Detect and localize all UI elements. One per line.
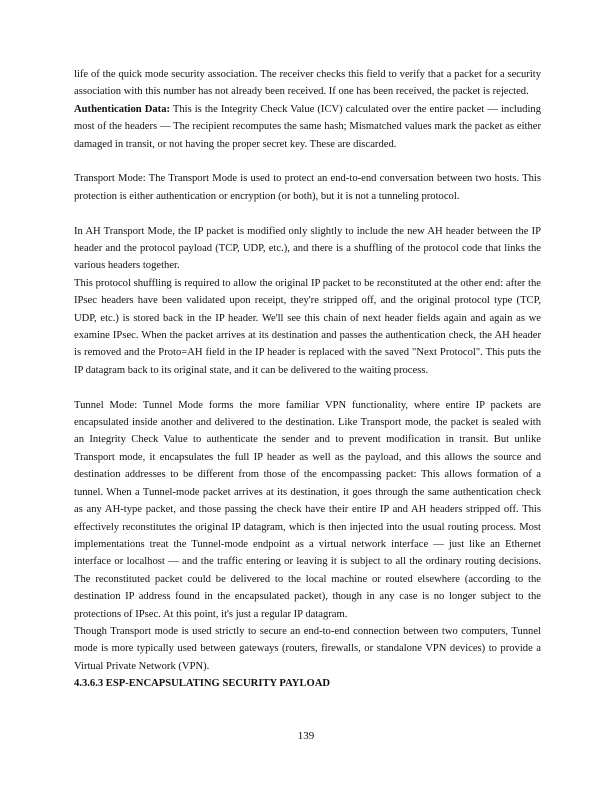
- paragraph-protocol-shuffling: This protocol shuffling is required to allow the original IP packet to be reconstituted at the other end: after the IPsec headers have been validated upon receipt, they're stripped off, and the original protocol type (TCP, UDP, etc.) is stored back in the IP header. We'll see this chain of next header fields again and again as we examine IPsec. When the packet arrives at its destination and passes the authentication check, the AH header is removed and the Proto=AH field in the IP header is replaced with the saved "Next Protocol". This puts the IP datagram back to its original state, and it can be delivered to the waiting process.: [74, 277, 541, 376]
- page-body: [74, 66, 541, 693]
- authentication-data-text: This is the Integrity Check Value (ICV) calculated over the entire packet — including most of the headers — The recipient recomputes the same hash; Mismatched values mark the packet as either damaged in transit, or not having the proper secret key. These are discarded.: [74, 103, 541, 150]
- paragraph-authentication-data: [74, 101, 541, 153]
- paragraph-sequence-number-end: life of the quick mode security association. The receiver checks this field to verify that a packet for a security association with this number has not already been received. If one has been received, the packet is rejected.: [74, 69, 541, 98]
- page-number: 139: [297, 730, 315, 742]
- section-heading-esp: 4.3.6.3 ESP-ENCAPSULATING SECURITY PAYLOAD: [74, 678, 331, 690]
- paragraph-transport-mode: Transport Mode: The Transport Mode is used to protect an end-to-end conversation between two hosts. This protection is either authentication or encryption (or both), but it is not a tunneling protocol.: [74, 173, 541, 202]
- paragraph-ah-transport-mode: In AH Transport Mode, the IP packet is modified only slightly to include the new AH header between the IP header and the protocol payload (TCP, UDP, etc.), and there is a shuffling of the protocol code that links the various headers together.: [74, 225, 541, 272]
- paragraph-transport-vs-tunnel: Though Transport mode is used strictly to secure an end-to-end connection between two computers, Tunnel mode is more typically used between gateways (routers, firewalls, or standalone VPN devices) to provide a Virtual Private Network (VPN).: [74, 625, 541, 672]
- authentication-data-term: Authentication Data:: [74, 103, 171, 115]
- paragraph-tunnel-mode: Tunnel Mode: Tunnel Mode forms the more familiar VPN functionality, where entire IP packets are encapsulated inside another and delivered to the destination. Like Transport mode, the packet is sealed with an Integrity Check Value to authenticate the sender and to prevent modification in transit. But unlike Transport mode, it encapsulates the full IP header as well as the payload, and this allows the source and destination addresses to be different from those of the encompassing packet: This allows formation of a tunnel. When a Tunnel-mode packet arrives at its destination, it goes through the same authentication check as any AH-type packet, and those passing the check have their entire IP and AH headers stripped off. This effectively reconstitutes the original IP datagram, which is then injected into the usual routing process. Most implementations treat the Tunnel-mode endpoint as a virtual network interface — just like an Ethernet interface or localhost — and the traffic entering or leaving it is subject to all the ordinary routing decisions. The reconstituted packet could be delivered to the local machine or routed elsewhere (according to the destination IP address found in the encapsulated packet), though in any case is no longer subject to the protections of IPsec. At this point, it's just a regular IP datagram.: [74, 399, 541, 620]
